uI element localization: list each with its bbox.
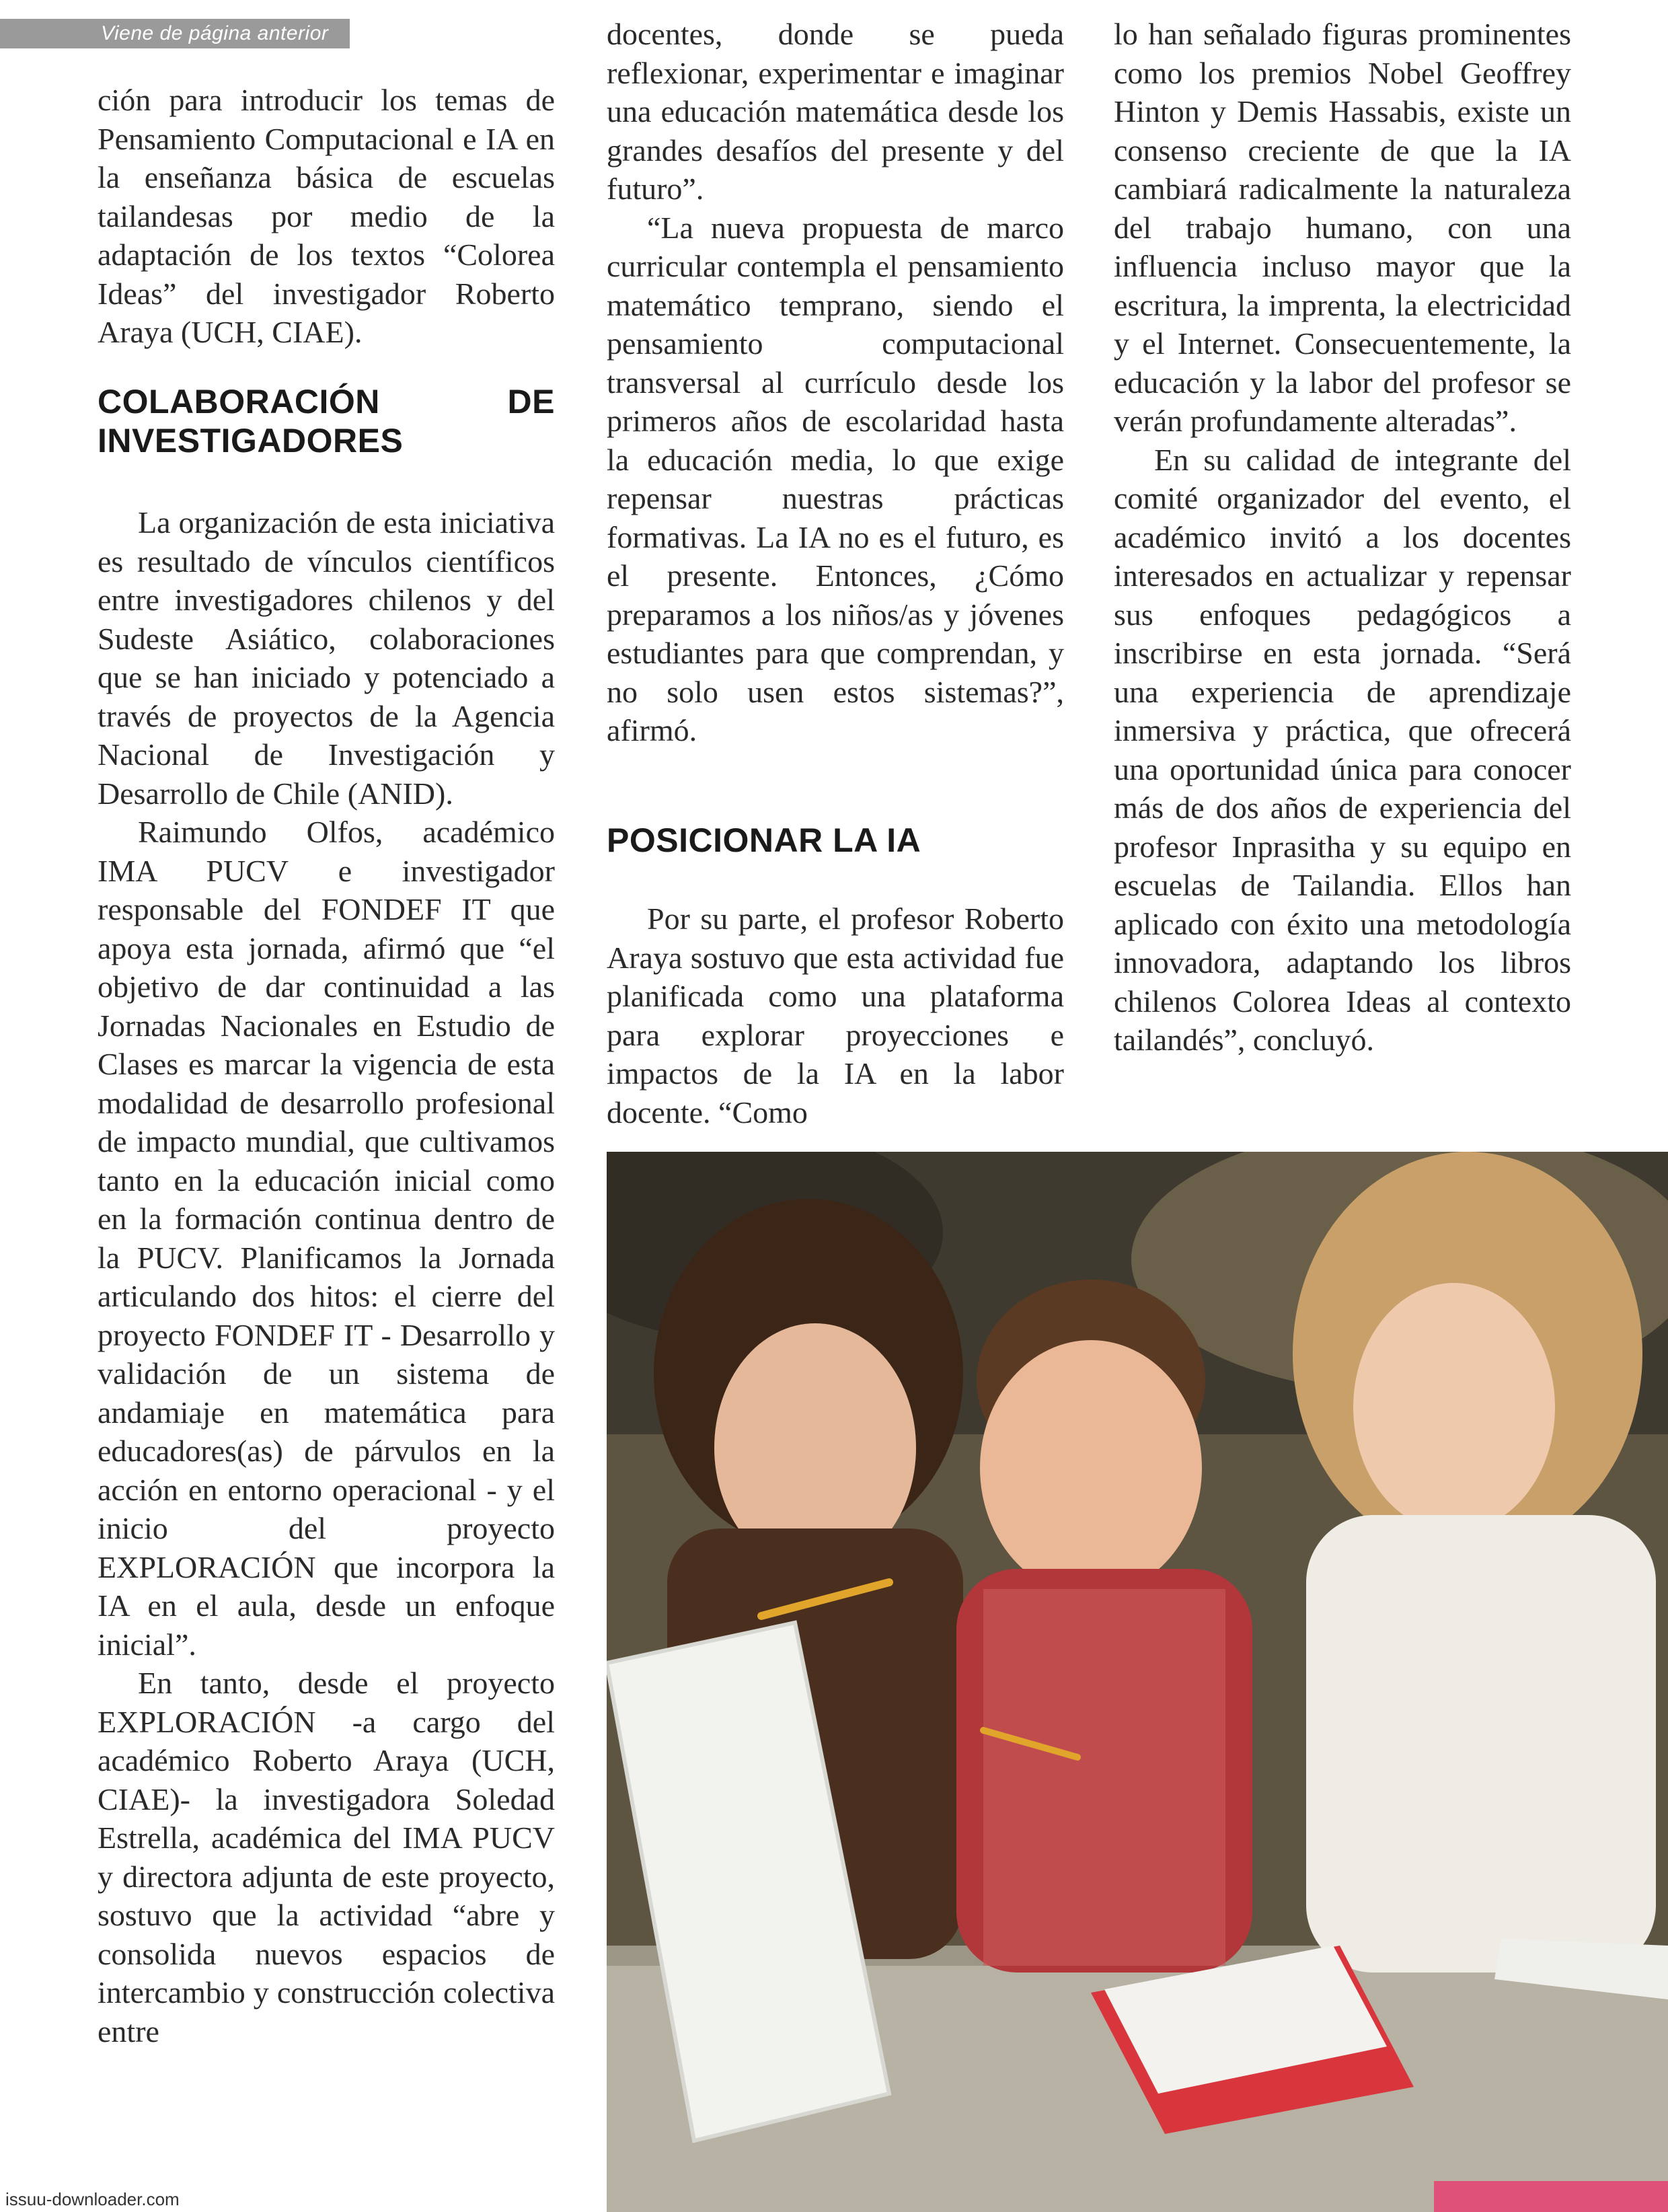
paragraph-roberto-araya: Por su parte, el profesor Roberto Araya sostuvo que esta actividad fue planificada como una plataforma para explorar proyecciones e impactos de la IA en la labor docente. “Como [607, 901, 1064, 1130]
column1-intro-paragraph: ción para introducir los temas de Pensamiento Computacional e IA en la enseñanza básica de escuelas tailandesas por medio de la adaptación de los textos “Colorea Ideas” del investigador Roberto Araya (UCH, CIAE). [98, 83, 555, 349]
section-heading-posicionar [607, 821, 1064, 860]
paragraph-organizacion: La organización de esta iniciativa es resultado de vínculos científicos entre investigadores chilenos y del Sudeste Asiático, colaboraciones que se han iniciado y potenciado a través de proyectos de la Agencia Nacional de Investigación y Desarrollo de Chile (ANID). [98, 505, 555, 811]
column2-top-block [607, 15, 1064, 750]
column1-intro-block [98, 81, 555, 352]
column3-block [1114, 15, 1571, 1060]
column2-intro-paragraph: docentes, donde se pueda reflexionar, experimentar e imaginar una educación matemática desde los grandes desafíos del presente y del futuro”. [607, 17, 1064, 206]
paragraph-raimundo-olfos: Raimundo Olfos, académico IMA PUCV e investigador responsable del FONDEF IT que apoya esta jornada, afirmó que “el objetivo de dar continuidad a las Jornadas Nacionales en Estudio de Clases es marcar la vigencia de esta modalidad de desarrollo profesional de impacto mundial, que cultivamos tanto en la educación inicial como en la formación continua dentro de la PUCV. Planificamos la Jornada articulando dos hitos: el cierre del proyecto FONDEF IT - Desarrollo y validación de un sistema de andamiaje en matemática para educadores(as) de párvulos en la acción en entorno operacional - y el inicio del proyecto EXPLORACIÓN que incorpora la IA en el aula, desde un enfoque inicial”. [98, 815, 555, 1662]
watermark-text: issuu-downloader.com [3, 2189, 182, 2210]
paragraph-exploracion: En tanto, desde el proyecto EXPLORACIÓN -a cargo del académico Roberto Araya (UCH, CIAE)- la investigadora Soledad Estrella, académica del IMA PUCV y directora adjunta de este proyecto, sostuvo que la actividad “abre y consolida nuevos espacios de intercambio y construcción colectiva entre [98, 1666, 555, 2049]
paragraph-comite-organizador: En su calidad de integrante del comité organizador del evento, el académico invitó a los docentes interesados en actualizar y repensar sus enfoques pedagógicos a inscribirse en esta jornada. “Será una experiencia de aprendizaje inmersiva y práctica, que ofrecerá una oportunidad única para conocer más de dos años de experiencia del profesor Inprasitha y su equipo en escuelas de Tailandia. Ellos han aplicado con éxito una metodología innovadora, adaptando los libros chilenos Colorea Ideas al contexto tailandés”, concluyó. [1114, 442, 1571, 1057]
paragraph-nobel-quote: lo han señalado figuras prominentes como los premios Nobel Geoffrey Hinton y Demis Hassabis, existe un consenso creciente de que la IA cambiará radicalmente la naturaleza del trabajo humano, con una influencia incluso mayor que la escritura, la imprenta, la electricidad y el Internet. Consecuentemente, la educación y la labor del profesor se verán profundamente alteradas”. [1114, 17, 1571, 438]
section-heading-text: COLABORACIÓN DE INVESTIGADORES [98, 383, 555, 459]
students-photo [607, 1152, 1668, 2212]
students-photo-illustration [607, 1152, 1668, 2212]
section-heading-colaboracion [98, 382, 555, 460]
section-heading-text: POSICIONAR LA IA [607, 821, 921, 859]
paragraph-marco-curricular: “La nueva propuesta de marco curricular contempla el pensamiento matemático temprano, siendo el pensamiento computacional transversal al currículo desde los primeros años de escolaridad hasta la educación media, lo que exige repensar nuestras prácticas formativas. La IA no es el futuro, es el presente. Entonces, ¿Cómo preparamos a los niños/as y jóvenes estudiantes para que comprendan, y no solo usen estos sistemas?”, afirmó. [607, 210, 1064, 747]
continued-from-previous-page-label: Viene de página anterior [0, 19, 350, 48]
column1-body-block [98, 503, 555, 2051]
column2-bottom-block [607, 899, 1064, 1132]
